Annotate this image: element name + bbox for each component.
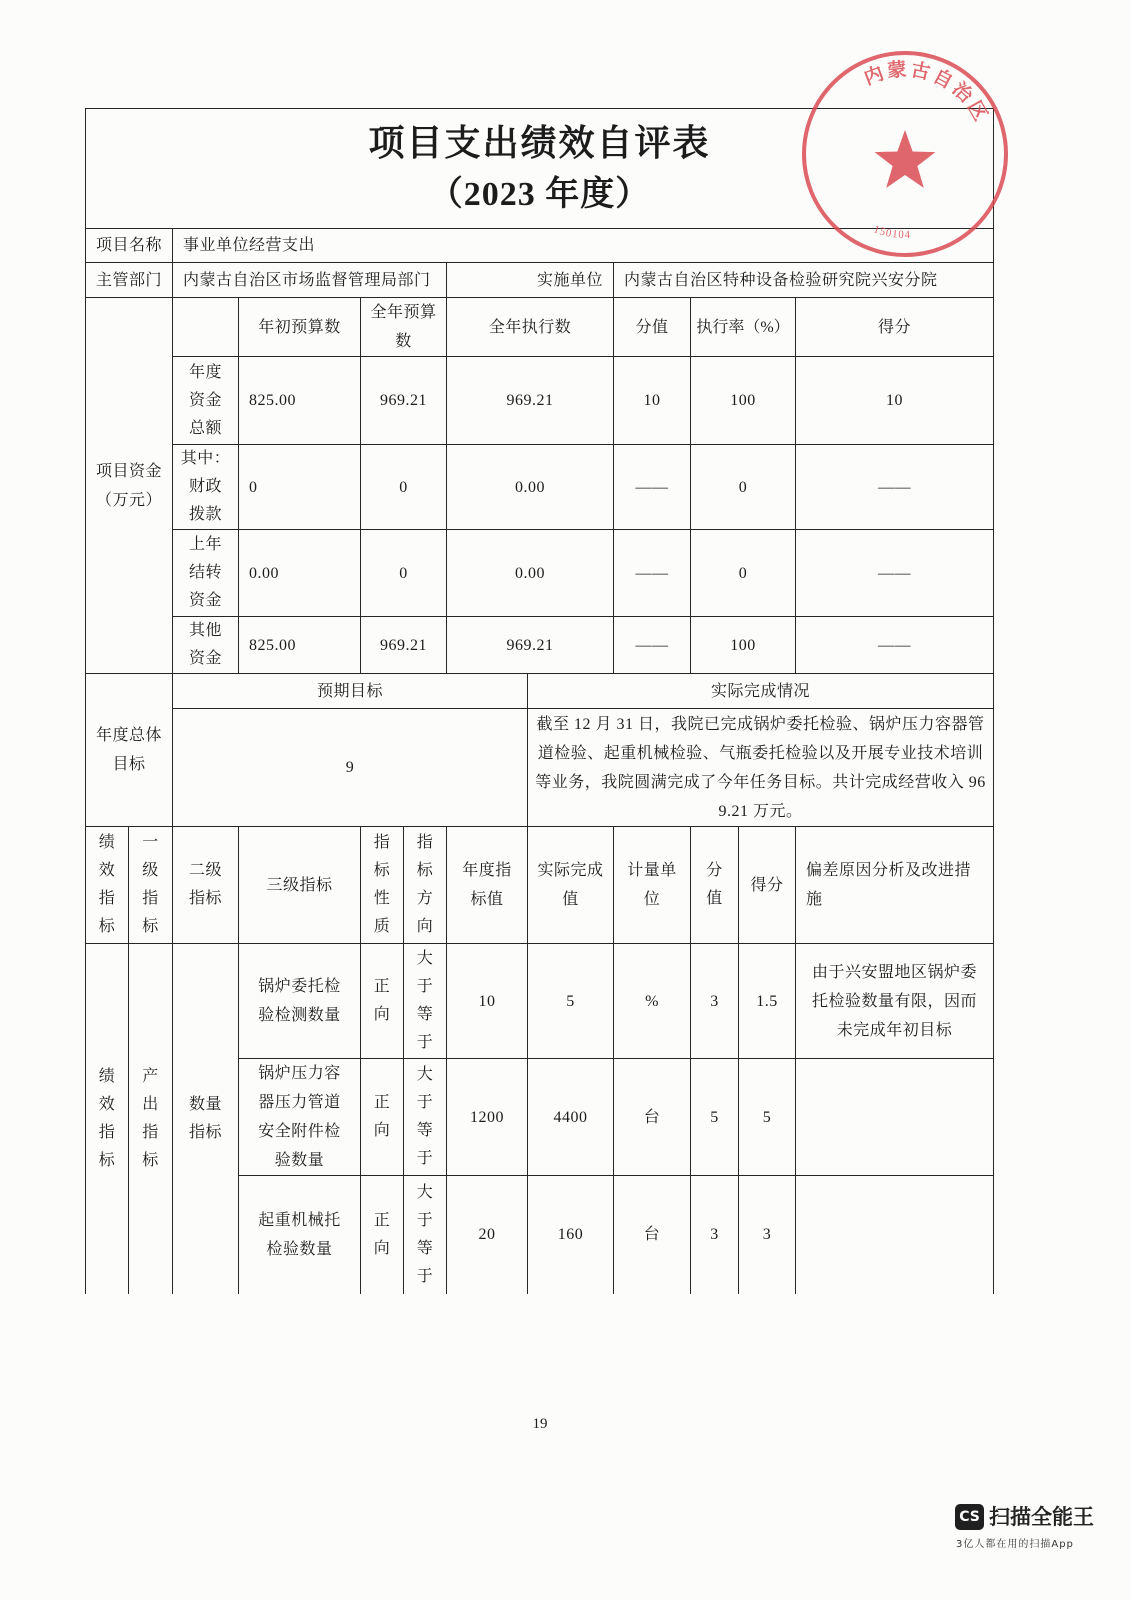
indicator-unit: % bbox=[614, 944, 691, 1059]
fund-row-label-text: 年度资金总额 bbox=[188, 363, 222, 437]
fund-header-executed: 全年执行数 bbox=[447, 298, 614, 357]
indicator-header-text: 年度指标值 bbox=[462, 862, 512, 908]
indicator-header-level1 bbox=[129, 827, 173, 944]
indicator-deviation-reason bbox=[796, 1176, 994, 1294]
indicator-header-text: 分值 bbox=[706, 862, 723, 907]
indicator-deviation-reason bbox=[796, 1059, 994, 1176]
indicator-weight: 5 bbox=[691, 1059, 739, 1176]
indicator-header-text: 一级指标 bbox=[142, 834, 159, 935]
fund-initial-budget: 0.00 bbox=[239, 530, 361, 617]
fund-initial-budget: 0 bbox=[239, 445, 361, 530]
indicator-deviation-reason-text: 由于兴安盟地区锅炉委托检验数量有限，因而未完成年初目标 bbox=[812, 963, 978, 1039]
indicator-nature-text: 正向 bbox=[373, 1211, 391, 1257]
indicator-header-text: 指标方向 bbox=[416, 834, 434, 935]
indicator-group-text: 产出指标 bbox=[142, 1067, 159, 1169]
indicator-header-score: 得分 bbox=[739, 827, 796, 944]
indicator-score: 3 bbox=[739, 1176, 796, 1294]
indicator-header-target bbox=[447, 827, 528, 944]
indicator-header-text: 绩效指标 bbox=[98, 834, 116, 935]
fund-weight: —— bbox=[614, 530, 691, 617]
department-label: 主管部门 bbox=[86, 263, 173, 298]
indicator-header-text: 实际完成值 bbox=[537, 862, 604, 908]
implementing-unit-label: 实施单位 bbox=[447, 263, 614, 298]
fund-score: —— bbox=[796, 445, 994, 530]
fund-execution-rate: 100 bbox=[691, 617, 796, 674]
indicator-header-deviation bbox=[796, 827, 994, 944]
fund-header-initial-budget: 年初预算数 bbox=[239, 298, 361, 357]
indicator-target: 10 bbox=[447, 944, 528, 1059]
scanner-logo-icon: CS bbox=[955, 1504, 984, 1530]
indicator-nature bbox=[361, 1176, 404, 1294]
scanner-tagline: 3亿人都在用的扫描App bbox=[956, 1539, 1074, 1550]
indicator-actual: 160 bbox=[528, 1176, 614, 1294]
indicator-group-level2 bbox=[173, 944, 239, 1294]
indicator-direction-text: 大于等于 bbox=[416, 950, 434, 1051]
indicator-header-text: 二级指标 bbox=[188, 862, 222, 907]
indicator-level3 bbox=[239, 944, 361, 1059]
indicator-unit: 台 bbox=[614, 1059, 691, 1176]
fund-initial-budget: 825.00 bbox=[239, 617, 361, 674]
indicator-group-text: 数量指标 bbox=[188, 1095, 222, 1141]
indicator-nature-text: 正向 bbox=[373, 1094, 391, 1139]
indicator-header-text: 指标性质 bbox=[373, 834, 391, 935]
seal-code: 150104 bbox=[871, 223, 912, 242]
scanner-app-name: 扫描全能王 bbox=[989, 1505, 1094, 1529]
indicator-target: 1200 bbox=[447, 1059, 528, 1176]
fund-annual-budget: 0 bbox=[361, 530, 447, 617]
fund-weight: 10 bbox=[614, 357, 691, 445]
indicator-weight: 3 bbox=[691, 944, 739, 1059]
actual-completion-text: 截至 12 月 31 日，我院已完成锅炉委托检验、锅炉压力容器管道检验、起重机械检验、气瓶委托检验以及开展专业技术培训等业务，我院圆满完成了今年任务目标。共计完成经营收入 969.21 万元。 bbox=[528, 709, 994, 827]
fund-row-label-text: 其他资金 bbox=[188, 622, 222, 667]
fund-row-label bbox=[173, 445, 239, 530]
indicator-direction bbox=[404, 1176, 447, 1294]
indicator-direction bbox=[404, 944, 447, 1059]
indicator-level3-text: 锅炉压力容器压力管道安全附件检验数量 bbox=[258, 1065, 341, 1169]
project-name-value: 事业单位经营支出 bbox=[173, 229, 994, 263]
fund-header-rate: 执行率（%） bbox=[691, 298, 796, 357]
fund-annual-budget: 969.21 bbox=[361, 357, 447, 445]
fund-weight: —— bbox=[614, 617, 691, 674]
fund-score: 10 bbox=[796, 357, 994, 445]
fund-header-weight: 分值 bbox=[614, 298, 691, 357]
fund-initial-budget: 825.00 bbox=[239, 357, 361, 445]
fund-execution-rate: 100 bbox=[691, 357, 796, 445]
indicator-header-level2 bbox=[173, 827, 239, 944]
indicator-nature-text: 正向 bbox=[373, 978, 391, 1023]
fund-executed: 969.21 bbox=[447, 617, 614, 674]
indicator-actual: 5 bbox=[528, 944, 614, 1059]
indicator-level3-text: 起重机械托检验数量 bbox=[258, 1211, 341, 1258]
fund-score: —— bbox=[796, 530, 994, 617]
actual-completion-header: 实际完成情况 bbox=[528, 674, 994, 709]
fund-annual-budget: 0 bbox=[361, 445, 447, 530]
page-subtitle: （2023 年度） bbox=[428, 175, 651, 213]
indicator-level3 bbox=[239, 1059, 361, 1176]
indicator-header-unit bbox=[614, 827, 691, 944]
fund-execution-rate: 0 bbox=[691, 445, 796, 530]
indicator-direction bbox=[404, 1059, 447, 1176]
indicator-header-nature bbox=[361, 827, 404, 944]
fund-header-annual-budget-text: 全年预算数 bbox=[370, 304, 437, 350]
seal-text: 内蒙古自治区 bbox=[861, 59, 993, 128]
page-number: 19 bbox=[532, 1416, 548, 1432]
fund-row-label bbox=[173, 617, 239, 674]
indicator-header-level3: 三级指标 bbox=[239, 827, 361, 944]
indicator-header-text: 偏差原因分析及改进措施 bbox=[806, 862, 972, 908]
annual-goal-label bbox=[86, 674, 173, 827]
indicator-deviation-reason bbox=[796, 944, 994, 1059]
indicator-header-weight bbox=[691, 827, 739, 944]
indicator-direction-text: 大于等于 bbox=[416, 1066, 434, 1167]
fund-executed: 969.21 bbox=[447, 357, 614, 445]
indicator-actual: 4400 bbox=[528, 1059, 614, 1176]
fund-row-label-prefix: 其中： bbox=[180, 450, 231, 467]
expected-goal-header: 预期目标 bbox=[173, 674, 528, 709]
indicator-level3-text: 锅炉委托检验检测数量 bbox=[258, 978, 341, 1024]
indicator-direction-text: 大于等于 bbox=[416, 1183, 434, 1285]
indicator-unit: 台 bbox=[614, 1176, 691, 1294]
department-value: 内蒙古自治区市场监督管理局部门 bbox=[173, 263, 447, 298]
implementing-unit-value: 内蒙古自治区特种设备检验研究院兴安分院 bbox=[614, 263, 994, 298]
annual-goal-label-text: 年度总体目标 bbox=[95, 727, 162, 773]
fund-header-score: 得分 bbox=[796, 298, 994, 357]
fund-row-label bbox=[173, 530, 239, 617]
indicator-header-text: 计量单位 bbox=[627, 862, 677, 908]
fund-execution-rate: 0 bbox=[691, 530, 796, 617]
fund-row-label-text: 上年结转资金 bbox=[188, 536, 222, 609]
title-cell bbox=[86, 109, 994, 229]
indicator-header-actual bbox=[528, 827, 614, 944]
fund-score: —— bbox=[796, 617, 994, 674]
fund-weight: —— bbox=[614, 445, 691, 530]
indicator-group-level1 bbox=[129, 944, 173, 1294]
funds-section-title: 项目资金 bbox=[95, 462, 162, 480]
fund-row-label bbox=[173, 357, 239, 445]
funds-section-label bbox=[86, 298, 173, 674]
project-name-label: 项目名称 bbox=[86, 229, 173, 263]
indicator-nature bbox=[361, 1059, 404, 1176]
fund-executed: 0.00 bbox=[447, 445, 614, 530]
self-evaluation-table bbox=[85, 108, 994, 1294]
expected-goal-value: 9 bbox=[173, 709, 528, 827]
indicator-group-text: 绩效指标 bbox=[98, 1067, 116, 1169]
indicator-nature bbox=[361, 944, 404, 1059]
indicator-level3 bbox=[239, 1176, 361, 1294]
fund-annual-budget: 969.21 bbox=[361, 617, 447, 674]
fund-executed: 0.00 bbox=[447, 530, 614, 617]
indicator-header-direction bbox=[404, 827, 447, 944]
indicator-score: 1.5 bbox=[739, 944, 796, 1059]
fund-header-annual-budget bbox=[361, 298, 447, 357]
indicator-score: 5 bbox=[739, 1059, 796, 1176]
indicator-weight: 3 bbox=[691, 1176, 739, 1294]
fund-row-label-text: 财政拨款 bbox=[188, 478, 222, 523]
indicator-target: 20 bbox=[447, 1176, 528, 1294]
page-title: 项目支出绩效自评表 bbox=[368, 122, 711, 163]
indicator-group-performance bbox=[86, 944, 129, 1294]
funds-section-unit: （万元） bbox=[95, 491, 162, 509]
indicator-header-performance bbox=[86, 827, 129, 944]
fund-header-blank bbox=[173, 298, 239, 357]
